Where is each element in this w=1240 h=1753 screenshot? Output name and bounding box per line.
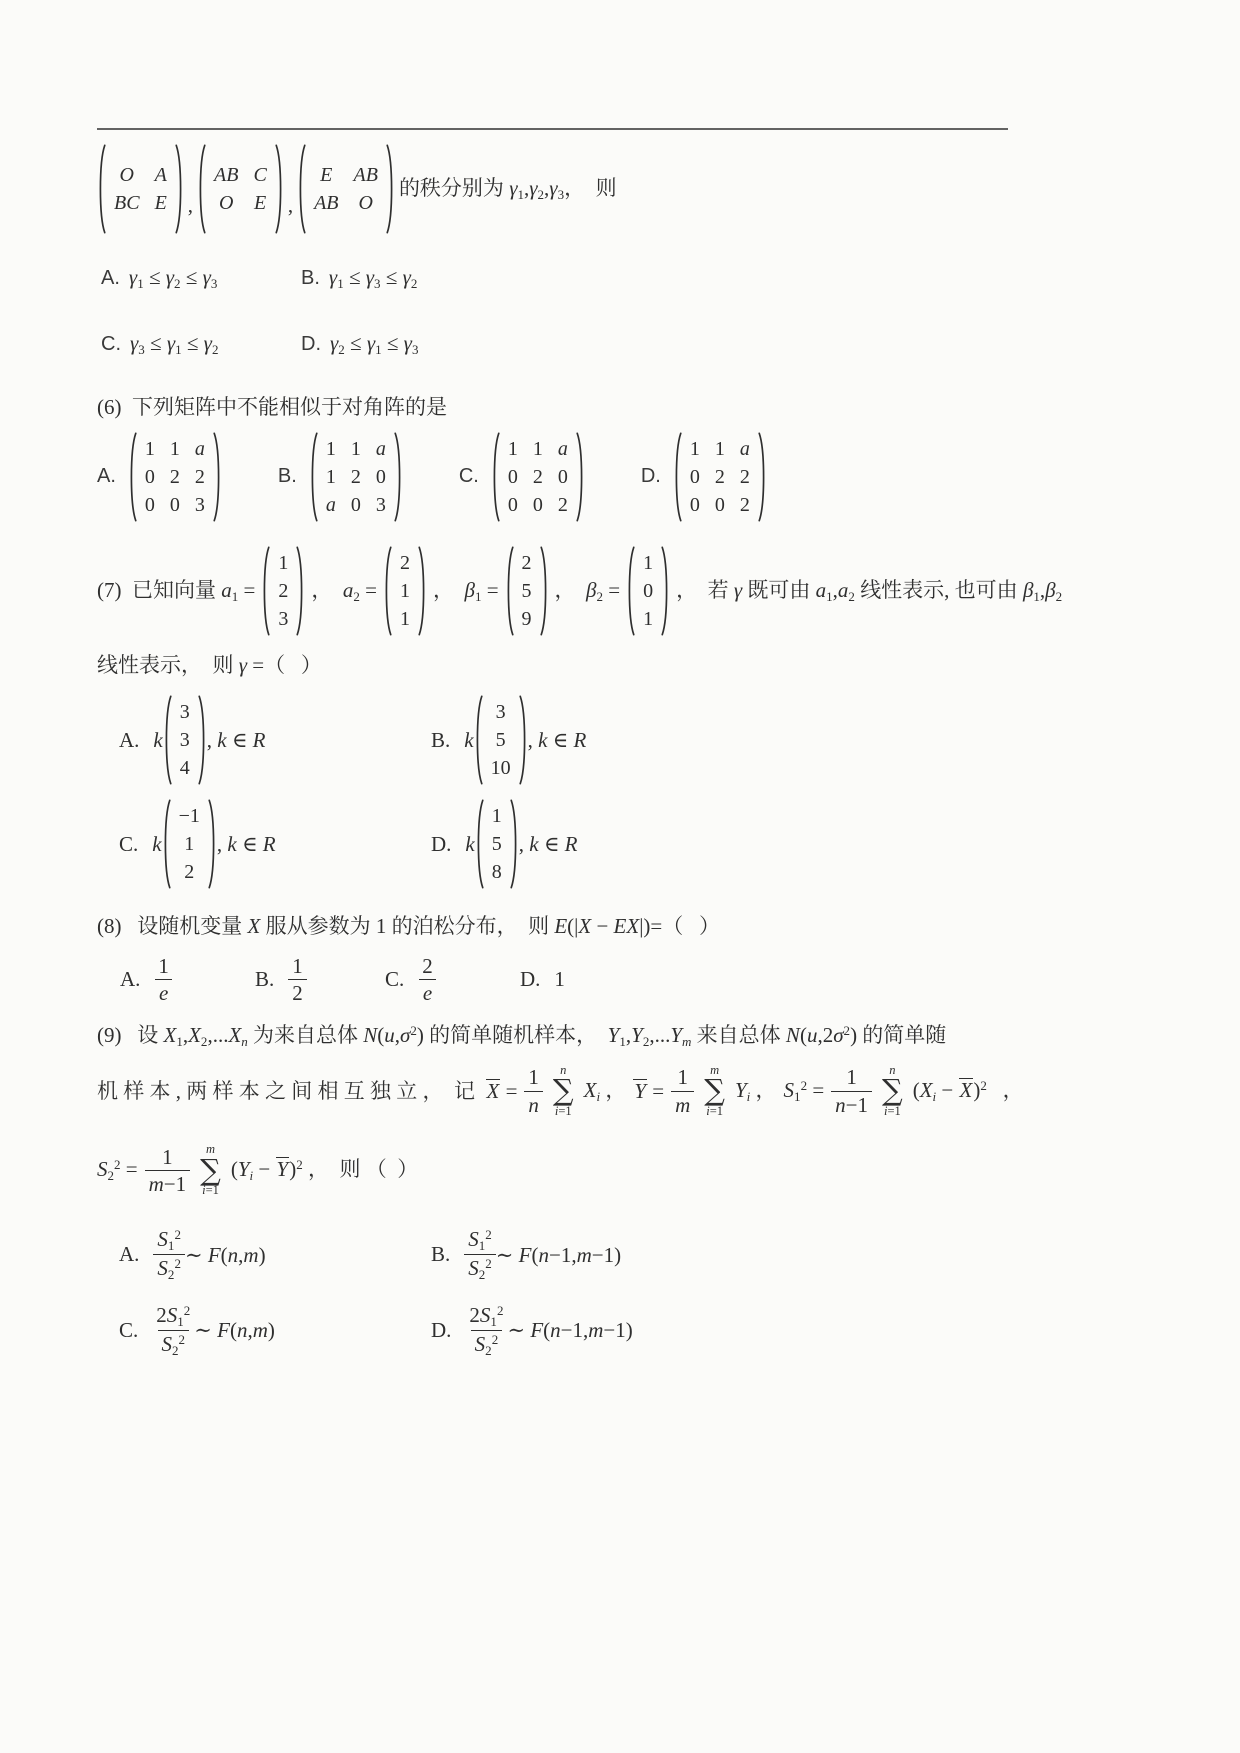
- q6-options: [97, 432, 1008, 522]
- denominator: m: [671, 1091, 694, 1118]
- paren-right-icon: [296, 546, 305, 636]
- coefficient-k: k: [465, 831, 475, 856]
- option-text: $\gamma_2 \le \gamma_1 \le \gamma_3$: [330, 331, 419, 358]
- matrix-cell: 2: [521, 551, 532, 574]
- fraction: [671, 1064, 694, 1118]
- matrix-grid: [106, 144, 175, 234]
- option-b: [431, 695, 1008, 785]
- option-label: C.: [119, 831, 139, 856]
- denominator: n−1: [831, 1091, 872, 1118]
- numerator: $S_1^2$: [157, 1226, 181, 1253]
- option-label: A.: [120, 966, 141, 991]
- paren-right-icon: [418, 546, 427, 636]
- matrix-cell: 0: [507, 493, 518, 516]
- option-c: [101, 328, 301, 360]
- option-label: C.: [385, 966, 405, 991]
- q9-options-cd: [97, 1302, 1008, 1360]
- fraction: [524, 1064, 543, 1118]
- q9-s2-term: $(Y_i - Y)^2$ ， 则 （ ）: [230, 1157, 419, 1184]
- q9-formulas-line: [97, 1062, 1024, 1119]
- matrix-cell: 0: [557, 465, 568, 488]
- option-label: A.: [101, 266, 120, 289]
- option-b: [301, 262, 1008, 294]
- matrix-cell: 0: [689, 465, 700, 488]
- matrix-grid: [635, 546, 661, 636]
- paren-left-icon: [162, 799, 171, 889]
- q7-line2: 线性表示， 则 γ =（ ）: [97, 652, 322, 677]
- numerator: 1: [158, 953, 169, 978]
- matrix-cell: AB: [353, 164, 378, 186]
- matrix-grid: [318, 432, 394, 522]
- option-text: $\gamma_3 \le \gamma_1 \le \gamma_2$: [130, 331, 219, 358]
- matrix-cell: E: [154, 192, 167, 214]
- option-tail: , k ∈ R: [518, 831, 578, 856]
- matrix-cell: 2: [739, 493, 750, 516]
- matrix-cell: 0: [507, 465, 518, 488]
- matrix-cell: 1: [325, 437, 336, 460]
- matrix-grid: [682, 432, 758, 522]
- matrix: [128, 432, 222, 522]
- matrix-grid: [392, 546, 418, 636]
- summation: [704, 1064, 725, 1119]
- option-label: D.: [640, 465, 661, 488]
- q9-independence-text: 机 样 本 , 两 样 本 之 间 相 互 独 立 ， 记 X =: [97, 1079, 518, 1103]
- matrix-cell: 5: [521, 579, 532, 602]
- q5-rank-text: 的秩分别为 $\gamma_1,\gamma_2,\gamma_3$， 则: [398, 175, 617, 203]
- matrix-cell: a: [739, 437, 750, 460]
- q7-sep: ， $\beta_2$ =: [554, 577, 621, 604]
- matrix-cell: 2: [739, 465, 750, 488]
- matrix-cell: 1: [714, 437, 725, 460]
- denominator: $S_2^2$: [158, 1330, 190, 1359]
- option-label: B.: [255, 966, 275, 991]
- option-label: C.: [119, 1318, 139, 1343]
- denominator: e: [419, 979, 436, 1006]
- q7-condition-text: ， 若 γ 既可由 $a_1,a_2$ 线性表示, 也可由 $\beta_1,\beta_2$: [676, 577, 1063, 604]
- numerator: 1: [846, 1065, 857, 1090]
- summation: [200, 1143, 221, 1198]
- matrix-cell: 0: [375, 465, 386, 488]
- paren-left-icon: [491, 432, 500, 522]
- matrix-cell: C: [253, 164, 267, 186]
- matrix-cell: O: [119, 164, 134, 186]
- matrix-cell: 0: [169, 493, 180, 516]
- matrix-cell: 3: [375, 493, 386, 516]
- matrix-cell: 3: [278, 607, 289, 630]
- numerator: 2: [422, 953, 433, 978]
- matrix-grid: [500, 432, 576, 522]
- sum-upper-limit: m: [205, 1141, 215, 1156]
- sum-lower-limit: i=1: [706, 1104, 724, 1118]
- question-8-title: (8) 设随机变量 X 服从参数为 1 的泊松分布， 则 E(|X − EX|)=（ ）: [97, 914, 720, 939]
- summation: [882, 1064, 903, 1119]
- sum-lower-limit: i=1: [554, 1104, 572, 1118]
- paren-right-icon: [175, 144, 184, 234]
- paren-left-icon: [163, 695, 172, 785]
- matrix-cell: 1: [184, 833, 195, 856]
- matrix-cell: 3: [495, 701, 506, 724]
- option-label: C.: [101, 332, 121, 355]
- paren-left-icon: [128, 432, 137, 522]
- option-a: [120, 953, 255, 1007]
- matrix-cell: 2: [399, 551, 410, 574]
- denominator: $S_2^2$: [471, 1330, 503, 1359]
- paren-right-icon: [758, 432, 767, 522]
- matrix-cell: 1: [325, 465, 336, 488]
- distribution-text: ∼ F(n−1,m−1): [495, 1242, 622, 1267]
- block-matrix-1: [97, 144, 184, 234]
- option-label: D.: [431, 831, 452, 856]
- coefficient-k: k: [464, 727, 474, 752]
- matrix-cell: O: [358, 192, 373, 214]
- option-label: B.: [431, 727, 451, 752]
- sum-lower-limit: i=1: [883, 1104, 901, 1118]
- matrix-cell: 2: [194, 465, 205, 488]
- matrix-cell: a: [194, 437, 205, 460]
- paren-left-icon: [383, 546, 392, 636]
- question-9-title: (9) 设 $X_1,X_2,...X_n$ 为来自总体 $N(u,\sigma^2)$ 的简单随机样本， $Y_1,Y_2,...Y_m$ 来自总体 $N(u,2\sigma^2)$ 的简单随: [97, 1022, 947, 1050]
- option-label: B.: [431, 1242, 451, 1267]
- matrix-cell: 2: [714, 465, 725, 488]
- paren-left-icon: [197, 144, 206, 234]
- matrix-cell: 1: [643, 551, 654, 574]
- paren-left-icon: [474, 695, 483, 785]
- question-7-line: [97, 546, 1063, 636]
- matrix-cell: 5: [491, 833, 502, 856]
- matrix-cell: 1: [491, 805, 502, 828]
- option-d: [641, 432, 767, 522]
- paren-right-icon: [275, 144, 284, 234]
- paren-right-icon: [510, 799, 519, 889]
- paren-right-icon: [394, 432, 403, 522]
- option-text: $\gamma_1 \le \gamma_2 \le \gamma_3$: [128, 265, 218, 292]
- matrix-cell: 1: [399, 607, 410, 630]
- paren-right-icon: [208, 799, 217, 889]
- option-label: B.: [277, 465, 297, 488]
- q7-options-cd: [97, 799, 1008, 889]
- fraction: [831, 1064, 872, 1118]
- paren-left-icon: [626, 546, 635, 636]
- option-value: 1: [554, 967, 565, 992]
- matrix-cell: 1: [144, 437, 155, 460]
- matrix-cell: 5: [495, 729, 506, 752]
- matrix-cell: 2: [557, 493, 568, 516]
- matrix-cell: a: [375, 437, 386, 460]
- summation: [553, 1064, 574, 1119]
- q9-s1-lead: $S_1^2$ =: [783, 1078, 825, 1105]
- block-matrix-3: [297, 144, 395, 234]
- sum-upper-limit: n: [889, 1062, 896, 1077]
- vector-beta1: [505, 546, 549, 636]
- numerator: $S_1^2$: [468, 1226, 492, 1253]
- option-label: C.: [458, 465, 479, 488]
- numerator: $2S_1^2$: [469, 1302, 504, 1329]
- paren-right-icon: [198, 695, 207, 785]
- paren-right-icon: [519, 695, 528, 785]
- denominator: m−1: [145, 1170, 191, 1197]
- matrix: [309, 432, 403, 522]
- q9-ybar-lead: Y =: [634, 1079, 665, 1103]
- paren-right-icon: [576, 432, 585, 522]
- matrix-cell: E: [254, 192, 267, 214]
- matrix-cell: 2: [278, 579, 289, 602]
- option-b: [278, 432, 403, 522]
- matrix-cell: 3: [179, 729, 190, 752]
- matrix-cell: 3: [179, 701, 190, 724]
- option-d: [431, 799, 1008, 889]
- option-label: A.: [119, 1242, 140, 1267]
- fraction: [464, 1226, 496, 1284]
- option-b: [255, 953, 385, 1007]
- distribution-text: ∼ F(n,m): [184, 1242, 266, 1267]
- paren-right-icon: [661, 546, 670, 636]
- matrix-grid: [137, 432, 213, 522]
- comma-separator: ,: [287, 192, 294, 217]
- matrix-cell: O: [219, 192, 234, 214]
- coefficient-k: k: [152, 831, 162, 856]
- block-matrix-2: [197, 144, 284, 234]
- q7-intro: (7) 已知向量 $a_1$ =: [97, 577, 256, 604]
- matrix-grid: [270, 546, 296, 636]
- matrix-cell: 2: [532, 465, 543, 488]
- matrix-cell: 2: [169, 465, 180, 488]
- matrix-cell: 0: [532, 493, 543, 516]
- option-label: A.: [119, 727, 140, 752]
- matrix-cell: 8: [491, 861, 502, 884]
- numerator: $2S_1^2$: [156, 1302, 191, 1329]
- divider-line: [97, 128, 1008, 130]
- option-c: [119, 1302, 431, 1360]
- denominator: e: [155, 979, 172, 1006]
- paren-left-icon: [505, 546, 514, 636]
- paren-left-icon: [673, 432, 682, 522]
- denominator: 2: [288, 979, 307, 1006]
- option-label: D.: [301, 332, 321, 355]
- sum-upper-limit: n: [560, 1062, 567, 1077]
- matrix-cell: 0: [643, 579, 654, 602]
- q9-yi-term: $Y_i$ ，: [734, 1078, 777, 1105]
- matrix-cell: 0: [144, 465, 155, 488]
- numerator: 1: [162, 1144, 173, 1169]
- matrix-cell: 1: [350, 437, 361, 460]
- matrix-grid: [514, 546, 540, 636]
- sigma-icon: ∑: [552, 1073, 574, 1108]
- option-d: [301, 328, 1008, 360]
- fraction: [418, 953, 437, 1007]
- paren-left-icon: [309, 432, 318, 522]
- q7-sep: ， $a_2$ =: [311, 577, 377, 604]
- matrix-cell: a: [557, 437, 568, 460]
- numerator: 1: [528, 1065, 539, 1090]
- sigma-icon: ∑: [704, 1073, 725, 1108]
- matrix-cell: 1: [278, 551, 289, 574]
- matrix-grid: [484, 799, 510, 889]
- q5-matrices-line: [97, 144, 1008, 234]
- matrix-cell: 0: [714, 493, 725, 516]
- matrix-cell: 1: [169, 437, 180, 460]
- numerator: 1: [292, 953, 303, 978]
- option-label: D.: [520, 966, 541, 991]
- matrix-cell: 2: [184, 861, 195, 884]
- option-label: B.: [301, 266, 320, 289]
- sigma-icon: ∑: [882, 1073, 903, 1108]
- fraction: [288, 953, 307, 1007]
- option-tail: , k ∈ R: [216, 831, 276, 856]
- option-a: [119, 1226, 431, 1284]
- matrix-cell: 1: [643, 607, 654, 630]
- fraction: [153, 1226, 185, 1284]
- coefficient-k: k: [153, 727, 163, 752]
- matrix-grid: [306, 144, 386, 234]
- matrix-cell: E: [320, 164, 333, 186]
- q9-xi-term: $X_i$ ，: [583, 1078, 627, 1105]
- matrix-cell: 0: [689, 493, 700, 516]
- fraction: [465, 1302, 507, 1360]
- denominator: $S_2^2$: [153, 1254, 185, 1283]
- matrix-grid: [483, 695, 519, 785]
- matrix-cell: 1: [689, 437, 700, 460]
- paren-left-icon: [261, 546, 270, 636]
- distribution-text: ∼ F(n,m): [194, 1318, 275, 1343]
- q9-s1-term: $(X_i - X)^2$ ，: [912, 1078, 1024, 1105]
- q9-options-ab: [97, 1226, 1008, 1284]
- option-c: [459, 432, 585, 522]
- fraction: [152, 1302, 194, 1360]
- matrix-cell: 9: [521, 607, 532, 630]
- paren-left-icon: [97, 144, 106, 234]
- denominator: n: [524, 1091, 543, 1118]
- matrix-cell: 3: [194, 493, 205, 516]
- matrix-cell: 1: [399, 579, 410, 602]
- vector: [163, 695, 207, 785]
- vector: [475, 799, 519, 889]
- paren-left-icon: [297, 144, 306, 234]
- option-c: [385, 953, 520, 1007]
- matrix: [491, 432, 585, 522]
- option-text: $\gamma_1 \le \gamma_3 \le \gamma_2$: [328, 265, 418, 292]
- denominator: $S_2^2$: [464, 1254, 496, 1283]
- paren-right-icon: [540, 546, 549, 636]
- paren-left-icon: [475, 799, 484, 889]
- q7-options-ab: [97, 695, 1008, 785]
- q7-sep: ， $\beta_1$ =: [432, 577, 499, 604]
- option-b: [431, 1226, 1008, 1284]
- matrix-grid: [206, 144, 275, 234]
- numerator: 1: [677, 1065, 688, 1090]
- matrix-cell: A: [154, 164, 167, 186]
- matrix-cell: 10: [490, 757, 511, 780]
- option-d: [431, 1302, 1008, 1360]
- option-d: [520, 964, 1008, 994]
- vector-a1: [261, 546, 305, 636]
- option-label: A.: [97, 465, 116, 488]
- matrix-cell: 4: [179, 757, 190, 780]
- q9-s2-line: [97, 1143, 1008, 1198]
- matrix-cell: 0: [350, 493, 361, 516]
- q8-options: [97, 953, 1008, 1007]
- matrix-grid: [172, 695, 198, 785]
- matrix-cell: a: [325, 493, 336, 516]
- distribution-text: ∼ F(n−1,m−1): [507, 1318, 633, 1343]
- sum-lower-limit: i=1: [202, 1183, 219, 1198]
- vector: [162, 799, 217, 889]
- matrix-cell: 1: [532, 437, 543, 460]
- option-a: [119, 695, 431, 785]
- comma-separator: ,: [187, 192, 194, 217]
- matrix-cell: AB: [214, 164, 239, 186]
- fraction: [145, 1144, 191, 1198]
- matrix-cell: −1: [178, 805, 200, 828]
- option-a: [101, 262, 301, 294]
- vector-beta2: [626, 546, 670, 636]
- vector: [474, 695, 528, 785]
- matrix-grid: [171, 799, 208, 889]
- option-label: D.: [431, 1318, 452, 1343]
- q9-s2-lead: $S_2^2$ =: [97, 1157, 138, 1184]
- matrix-cell: 0: [144, 493, 155, 516]
- option-tail: , k ∈ R: [206, 727, 266, 752]
- paren-right-icon: [213, 432, 222, 522]
- sigma-icon: ∑: [200, 1152, 221, 1187]
- q5-options: [97, 262, 1008, 360]
- option-tail: , k ∈ R: [527, 727, 587, 752]
- paren-right-icon: [386, 144, 395, 234]
- matrix: [673, 432, 767, 522]
- sum-upper-limit: m: [710, 1062, 720, 1077]
- matrix-cell: 1: [507, 437, 518, 460]
- page-content: [97, 0, 1063, 1359]
- matrix-cell: 2: [350, 465, 361, 488]
- fraction: [154, 953, 173, 1007]
- vector-a2: [383, 546, 427, 636]
- option-c: [119, 799, 431, 889]
- option-a: [97, 432, 222, 522]
- question-6-title: (6) 下列矩阵中不能相似于对角阵的是: [97, 395, 447, 420]
- matrix-cell: BC: [114, 192, 140, 214]
- matrix-cell: AB: [314, 192, 339, 214]
